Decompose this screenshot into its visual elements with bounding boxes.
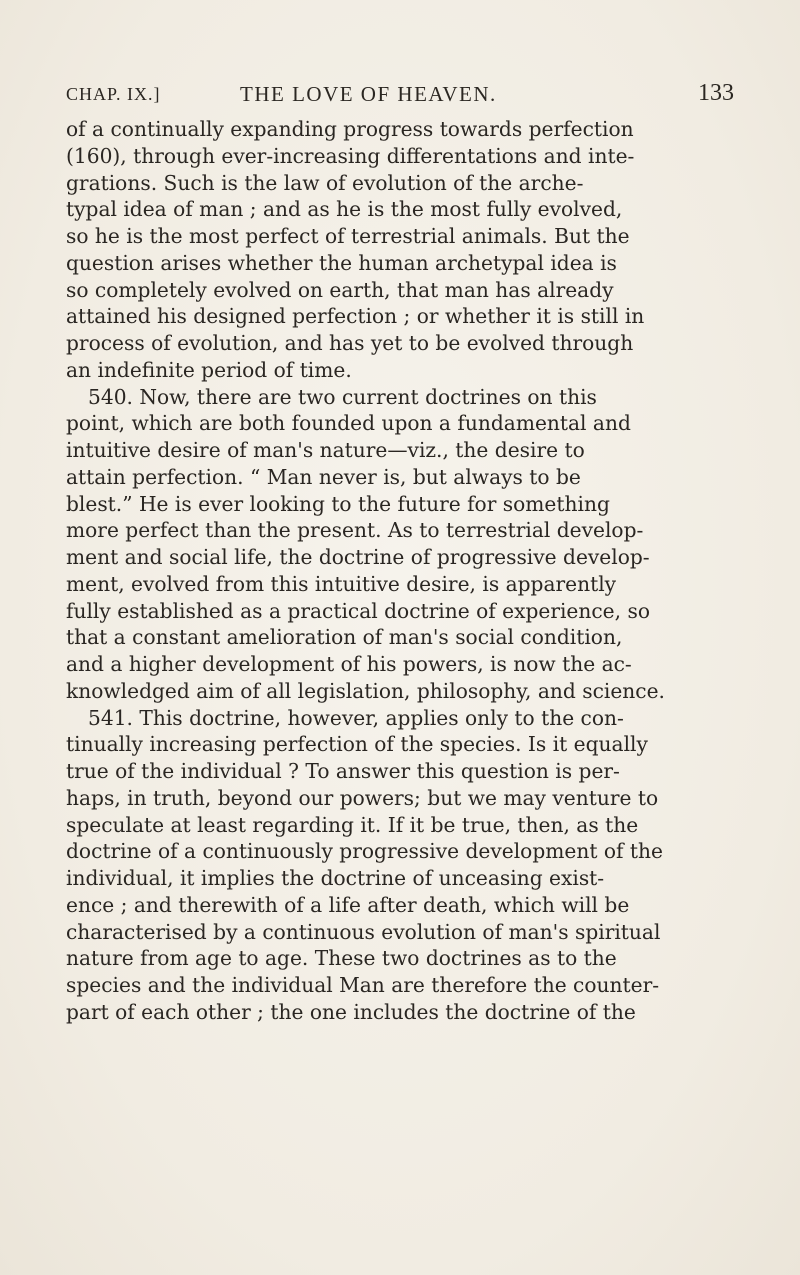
text-line: tinually increasing perfection of the species. Is it equally	[66, 732, 648, 757]
text-line: and a higher development of his powers, is now the ac-	[66, 652, 632, 676]
text-line: attain perfection. “ Man never is, but always to be	[66, 464, 581, 489]
text-line: fully established as a practical doctrine of experience, so	[66, 598, 650, 623]
text-line: individual, it implies the doctrine of unceasing exist-	[66, 866, 605, 890]
text-line: so he is the most perfect of terrestrial animals. But the	[66, 224, 630, 248]
text-line: nature from age to age. These two doctrines as to the	[66, 946, 617, 971]
text-line: blest.” He is ever looking to the future for something	[66, 491, 610, 516]
text-line: attained his designed perfection ; or whether it is still in	[66, 304, 645, 329]
text-line: typal idea of man ; and as he is the most fully evolved,	[66, 197, 623, 222]
text-line: part of each other ; the one includes the doctrine of the	[66, 999, 636, 1024]
text-line: more perfect than the present. As to terrestrial develop-	[66, 518, 644, 543]
text-line: doctrine of a continuously progressive development of the	[66, 839, 663, 864]
text-line: speculate at least regarding it. If it be true, then, as the	[66, 812, 639, 837]
text-line: 540. Now, there are two current doctrines on this	[88, 384, 597, 409]
text-line: that a constant amelioration of man's social condition,	[66, 625, 623, 650]
text-line: of a continually expanding progress towards perfection	[66, 117, 634, 141]
text-line: (160), through ever-increasing differentations and inte-	[66, 143, 635, 168]
running-head	[66, 80, 734, 110]
text-line: ment and social life, the doctrine of progressive develop-	[66, 545, 650, 569]
chapter-label: CHAP. IX.]	[66, 84, 161, 104]
text-line: knowledged aim of all legislation, philosophy, and science.	[66, 678, 665, 703]
text-line: haps, in truth, beyond our powers; but we may venture to	[66, 785, 659, 810]
text-line: point, which are both founded upon a fundamental and	[66, 411, 631, 436]
text-line: intuitive desire of man's nature—viz., the desire to	[66, 438, 585, 462]
text-line: grations. Such is the law of evolution of the arche-	[66, 170, 584, 195]
text-line: species and the individual Man are therefore the counter-	[66, 973, 660, 997]
running-title: THE LOVE OF HEAVEN.	[240, 82, 497, 106]
text-line: so completely evolved on earth, that man has already	[66, 277, 614, 302]
text-line: ence ; and therewith of a life after death, which will be	[66, 892, 630, 917]
text-line: true of the individual ? To answer this question is per-	[66, 759, 620, 783]
text-line: ment, evolved from this intuitive desire, is apparently	[66, 571, 617, 596]
body-text	[66, 116, 740, 1026]
text-line: characterised by a continuous evolution of man's spiritual	[66, 919, 661, 944]
text-line: question arises whether the human archetypal idea is	[66, 250, 617, 275]
text-line: process of evolution, and has yet to be evolved through	[66, 331, 634, 355]
text-line: 541. This doctrine, however, applies only to the con-	[88, 705, 624, 730]
text-line: an indefinite period of time.	[66, 357, 352, 382]
page-number: 133	[698, 80, 734, 106]
